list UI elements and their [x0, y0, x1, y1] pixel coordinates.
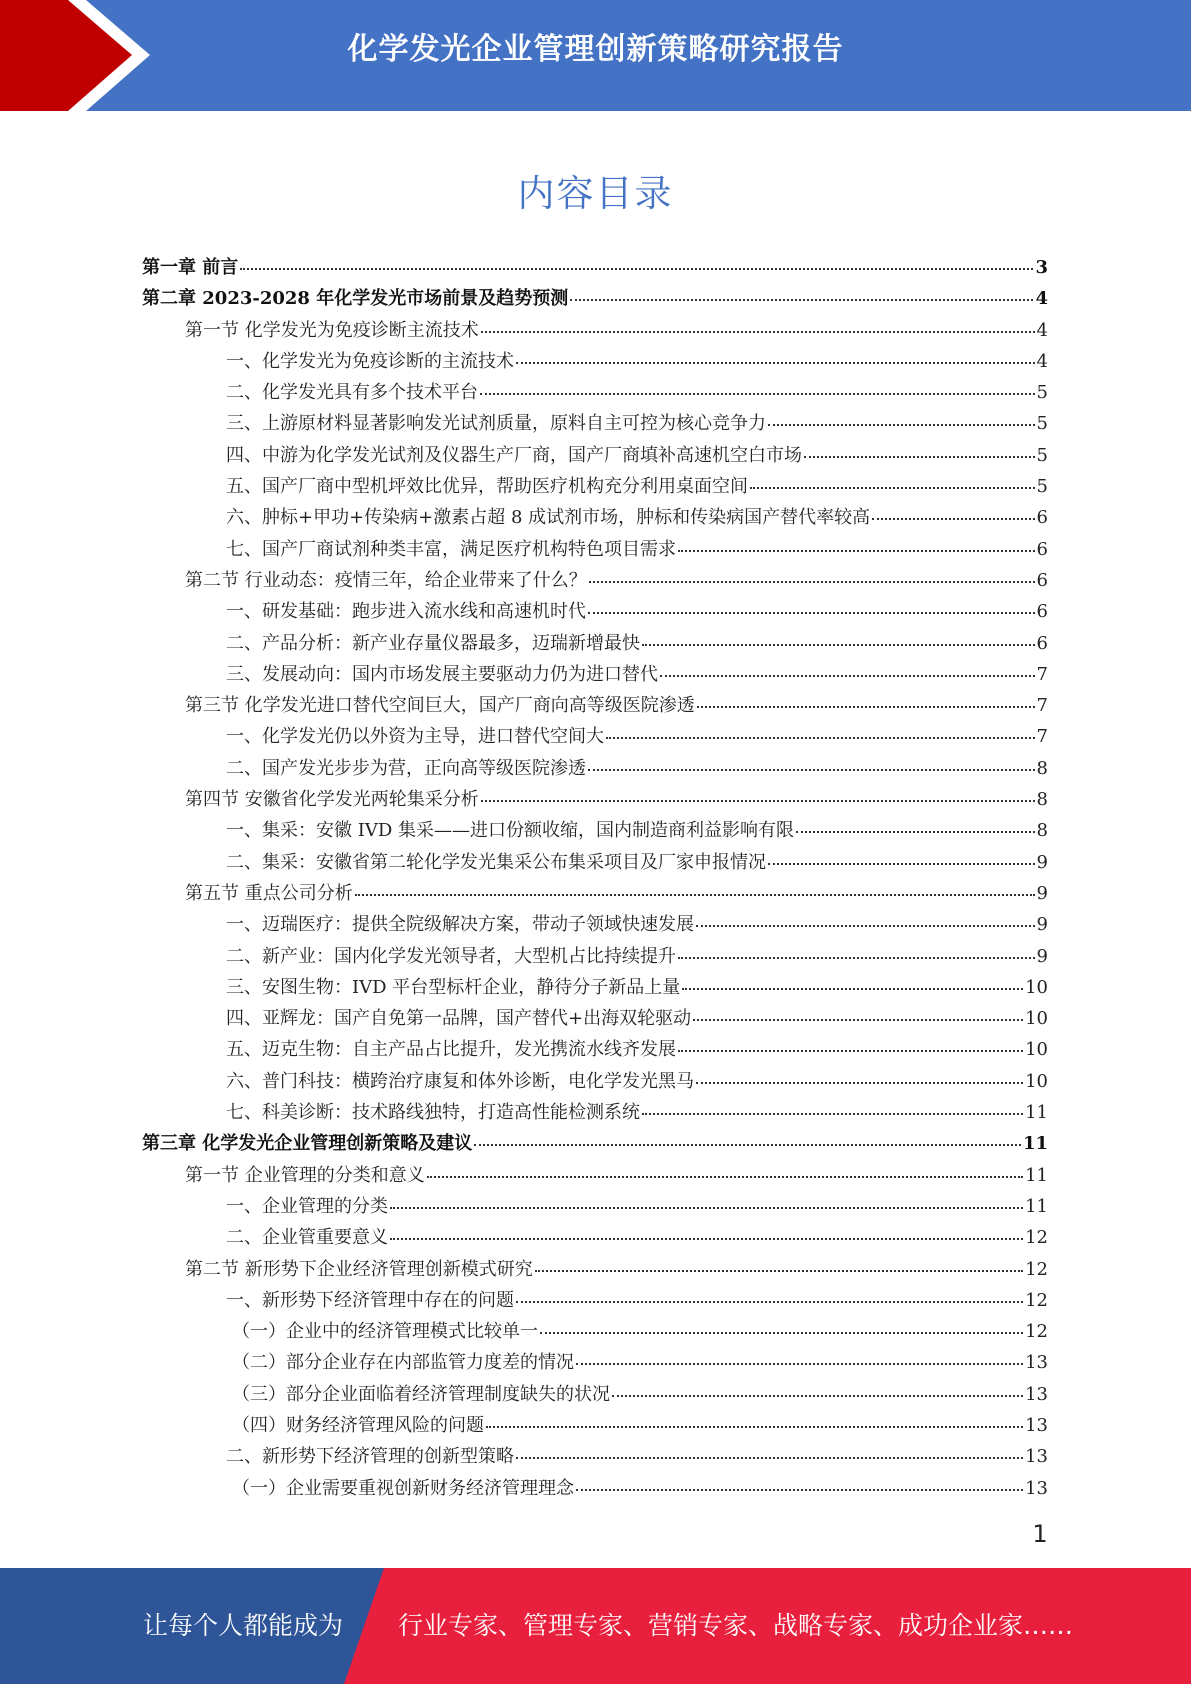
- toc-entry-title: 一、化学发光仍以外资为主导，进口替代空间大: [226, 726, 604, 748]
- toc-dot-leader: [696, 1082, 1023, 1084]
- toc-entry-title: 六、普门科技：横跨治疗康复和体外诊断，电化学发光黑马: [226, 1070, 694, 1092]
- toc-entry[interactable]: [142, 347, 1048, 378]
- toc-dot-leader: [796, 831, 1035, 833]
- toc-entry-page: 11: [1025, 1102, 1048, 1124]
- toc-entry[interactable]: [142, 316, 1048, 347]
- toc-dot-leader: [642, 1113, 1023, 1115]
- toc-dot-leader: [872, 518, 1034, 520]
- report-title: 化学发光企业管理创新策略研究报告: [347, 32, 844, 67]
- toc-entry-page: 10: [1025, 1039, 1048, 1061]
- toc-entry[interactable]: [142, 253, 1048, 284]
- toc-entry-title: （一）企业需要重视创新财务经济管理理念: [232, 1477, 574, 1499]
- toc-dot-leader: [678, 957, 1035, 959]
- toc-entry-title: 一、企业管理的分类: [226, 1195, 388, 1217]
- toc-entry-page: 5: [1036, 382, 1048, 404]
- toc-entry-page: 8: [1036, 820, 1048, 842]
- toc-entry[interactable]: [142, 629, 1048, 660]
- toc-dot-leader: [612, 1395, 1023, 1397]
- toc-entry-title: 第一节 化学发光为免疫诊断主流技术: [185, 319, 479, 341]
- toc-entry-page: 9: [1036, 882, 1048, 904]
- toc-entry[interactable]: [142, 691, 1048, 722]
- toc-entry[interactable]: [142, 1129, 1048, 1160]
- toc-dot-leader: [540, 1332, 1023, 1334]
- toc-entry-page: 11: [1022, 1133, 1048, 1155]
- toc-entry-page: 11: [1025, 1195, 1048, 1217]
- toc-dot-leader: [516, 1457, 1023, 1459]
- toc-dot-leader: [768, 424, 1035, 426]
- toc-entry-page: 10: [1025, 1070, 1048, 1092]
- toc-entry-title: 二、新形势下经济管理的创新型策略: [226, 1446, 514, 1468]
- toc-entry[interactable]: [142, 785, 1048, 816]
- toc-entry-title: 三、安图生物：IVD 平台型标杆企业，静待分子新品上量: [226, 976, 681, 998]
- toc-dot-leader: [697, 706, 1035, 708]
- toc-entry-page: 7: [1036, 663, 1048, 685]
- toc-entry-page: 3: [1035, 257, 1048, 278]
- toc-entry[interactable]: [142, 472, 1048, 503]
- toc-entry-title: 四、中游为化学发光试剂及仪器生产厂商，国产厂商填补高速机空白市场: [226, 444, 802, 466]
- toc-entry[interactable]: [142, 910, 1048, 941]
- toc-entry-title: 七、国产厂商试剂种类丰富，满足医疗机构特色项目需求: [226, 538, 676, 560]
- toc-entry[interactable]: [142, 754, 1048, 785]
- toc-entry-page: 12: [1025, 1321, 1048, 1343]
- toc-entry-title: 第一章 前言: [142, 257, 239, 278]
- toc-entry-page: 9: [1036, 914, 1048, 936]
- toc-entry-title: 三、上游原材料显著影响发光试剂质量，原料自主可控为核心竞争力: [226, 413, 766, 435]
- toc-dot-leader: [606, 737, 1035, 739]
- toc-entry-page: 12: [1025, 1258, 1048, 1280]
- toc-dot-leader: [588, 612, 1035, 614]
- toc-entry[interactable]: [142, 1098, 1048, 1129]
- toc-entry-page: 6: [1036, 632, 1048, 654]
- toc-entry[interactable]: [142, 1035, 1048, 1066]
- toc-entry-title: 七、科美诊断：技术路线独特，打造高性能检测系统: [226, 1102, 640, 1124]
- toc-entry-title: 一、新形势下经济管理中存在的问题: [226, 1289, 514, 1311]
- toc-dot-leader: [576, 1489, 1023, 1491]
- toc-entry-title: 一、化学发光为免疫诊断的主流技术: [226, 350, 514, 372]
- toc-entry-page: 10: [1025, 976, 1048, 998]
- toc-entry-page: 4: [1035, 288, 1048, 310]
- toc-dot-leader: [481, 800, 1035, 802]
- toc-entry-page: 5: [1036, 476, 1048, 498]
- toc-entry[interactable]: [142, 1286, 1048, 1317]
- toc-entry-page: 13: [1025, 1414, 1048, 1436]
- toc-dot-leader: [240, 268, 1033, 270]
- footer-slogan-left: 让每个人都能成为: [143, 1611, 344, 1640]
- toc-entry[interactable]: [142, 1192, 1048, 1223]
- toc-entry-title: 一、研发基础：跑步进入流水线和高速机时代: [226, 601, 586, 623]
- toc-entry-page: 13: [1025, 1477, 1048, 1499]
- toc-dot-leader: [481, 331, 1035, 333]
- toc-dot-leader: [682, 988, 1023, 990]
- toc-entry-title: 四、亚辉龙：国产自免第一品牌，国产替代+出海双轮驱动: [226, 1008, 692, 1030]
- toc-entry-title: （一）企业中的经济管理模式比较单一: [232, 1321, 538, 1343]
- toc-entry-page: 4: [1036, 350, 1048, 372]
- toc-heading: 内容目录: [517, 172, 674, 215]
- toc-entry-page: 9: [1036, 851, 1048, 873]
- toc-dot-leader: [535, 1270, 1023, 1272]
- toc-dot-leader: [588, 769, 1035, 771]
- toc-entry-title: 二、国产发光步步为营，正向高等级医院渗透: [226, 757, 586, 779]
- toc-entry-title: 一、集采：安徽 IVD 集采——进口份额收缩，国内制造商利益影响有限: [226, 820, 794, 842]
- toc-entry-title: （四）财务经济管理风险的问题: [232, 1414, 484, 1436]
- toc-entry-title: 第二节 新形势下企业经济管理创新模式研究: [185, 1258, 533, 1280]
- toc-entry[interactable]: [142, 1348, 1048, 1379]
- toc-entry-page: 13: [1025, 1383, 1048, 1405]
- toc-entry[interactable]: [142, 1411, 1048, 1442]
- toc-dot-leader: [678, 550, 1035, 552]
- toc-entry-title: 二、产品分析：新产业存量仪器最多，迈瑞新增最快: [226, 632, 640, 654]
- toc-entry-title: 五、国产厂商中型机坪效比优异，帮助医疗机构充分利用桌面空间: [226, 476, 748, 498]
- toc-dot-leader: [768, 863, 1035, 865]
- toc-entry-title: 二、新产业：国内化学发光领导者，大型机占比持续提升: [226, 945, 676, 967]
- toc-entry-title: 第一节 企业管理的分类和意义: [185, 1164, 425, 1186]
- toc-entry[interactable]: [142, 1317, 1048, 1348]
- toc-entry-title: 第五节 重点公司分析: [185, 882, 353, 904]
- toc-entry-page: 9: [1036, 945, 1048, 967]
- toc-dot-leader: [804, 456, 1035, 458]
- toc-dot-leader: [678, 1050, 1023, 1052]
- toc-dot-leader: [642, 644, 1035, 646]
- toc-dot-leader: [474, 1144, 1021, 1146]
- toc-entry-page: 12: [1025, 1289, 1048, 1311]
- toc-entry-page: 12: [1025, 1227, 1048, 1249]
- toc-dot-leader: [576, 1363, 1023, 1365]
- toc-entry[interactable]: [142, 1380, 1048, 1411]
- toc-dot-leader: [589, 581, 1035, 583]
- toc-entry-page: 11: [1025, 1164, 1048, 1186]
- toc-dot-leader: [480, 393, 1035, 395]
- toc-entry[interactable]: [142, 660, 1048, 691]
- toc-entry-title: 五、迈克生物：自主产品占比提升，发光携流水线齐发展: [226, 1039, 676, 1061]
- toc-dot-leader: [693, 1019, 1023, 1021]
- toc-entry-title: （三）部分企业面临着经济管理制度缺失的状况: [232, 1383, 610, 1405]
- toc-entry[interactable]: [142, 535, 1048, 566]
- toc-entry-page: 10: [1025, 1008, 1048, 1030]
- toc-dot-leader: [486, 1426, 1023, 1428]
- toc-entry[interactable]: [142, 1442, 1048, 1473]
- toc-entry-page: 6: [1036, 569, 1048, 591]
- toc-entry-title: 三、发展动向：国内市场发展主要驱动力仍为进口替代: [226, 663, 658, 685]
- toc-entry-title: 一、迈瑞医疗：提供全院级解决方案，带动子领域快速发展: [226, 914, 694, 936]
- toc-dot-leader: [516, 1301, 1023, 1303]
- toc-entry-title: 第三节 化学发光进口替代空间巨大，国产厂商向高等级医院渗透: [185, 695, 695, 717]
- toc-entry[interactable]: [142, 848, 1048, 879]
- toc-dot-leader: [390, 1207, 1023, 1209]
- toc-dot-leader: [750, 487, 1035, 489]
- toc-entry-page: 13: [1025, 1352, 1048, 1374]
- toc-entry[interactable]: [142, 284, 1048, 315]
- toc-entry[interactable]: [142, 1161, 1048, 1192]
- toc-dot-leader: [427, 1176, 1023, 1178]
- page-header: [0, 0, 1191, 111]
- toc-entry[interactable]: [142, 566, 1048, 597]
- toc-entry-page: 8: [1036, 789, 1048, 811]
- toc-entry-title: 第二章 2023-2028 年化学发光市场前景及趋势预测: [142, 288, 569, 310]
- toc-entry[interactable]: [142, 441, 1048, 472]
- toc-entry-page: 5: [1036, 444, 1048, 466]
- toc-entry-title: 二、化学发光具有多个技术平台: [226, 382, 478, 404]
- toc-entry[interactable]: [142, 409, 1048, 440]
- toc-entry-page: 7: [1036, 726, 1048, 748]
- toc-entry-page: 8: [1036, 757, 1048, 779]
- toc-dot-leader: [570, 299, 1033, 301]
- toc-entry[interactable]: [142, 378, 1048, 409]
- toc-entry[interactable]: [142, 503, 1048, 534]
- toc-entry-title: 第三章 化学发光企业管理创新策略及建议: [142, 1133, 473, 1155]
- toc-entry-page: 13: [1025, 1446, 1048, 1468]
- toc-entry[interactable]: [142, 879, 1048, 910]
- toc-dot-leader: [355, 894, 1035, 896]
- toc-entry-title: 二、集采：安徽省第二轮化学发光集采公布集采项目及厂家申报情况: [226, 851, 766, 873]
- toc-entry-page: 6: [1036, 601, 1048, 623]
- toc-entry[interactable]: [142, 1223, 1048, 1254]
- toc-entry[interactable]: [142, 1474, 1048, 1505]
- toc-entry[interactable]: [142, 722, 1048, 753]
- toc-dot-leader: [696, 925, 1035, 927]
- toc-dot-leader: [390, 1238, 1023, 1240]
- toc-entry[interactable]: [142, 973, 1048, 1004]
- toc-entry-title: 二、企业管重要意义: [226, 1227, 388, 1249]
- toc-dot-leader: [660, 675, 1035, 677]
- toc-entry-page: 5: [1036, 413, 1048, 435]
- toc-entry[interactable]: [142, 1004, 1048, 1035]
- toc-entry[interactable]: [142, 1067, 1048, 1098]
- toc-entry[interactable]: [142, 816, 1048, 847]
- toc-entry-page: 4: [1036, 319, 1048, 341]
- toc-entry-title: 六、肿标+甲功+传染病+激素占超 8 成试剂市场，肿标和传染病国产替代率较高: [226, 507, 871, 529]
- toc-entry-page: 6: [1036, 507, 1048, 529]
- toc-entry-title: （二）部分企业存在内部监管力度差的情况: [232, 1352, 574, 1374]
- toc-entry[interactable]: [142, 942, 1048, 973]
- toc-entry-page: 6: [1036, 538, 1048, 560]
- page-number: 1: [1032, 1520, 1048, 1548]
- page-footer: [0, 1568, 1191, 1684]
- toc-entry[interactable]: [142, 597, 1048, 628]
- toc-entry[interactable]: [142, 1255, 1048, 1286]
- toc-entry-title: 第二节 行业动态：疫情三年，给企业带来了什么？: [185, 569, 587, 591]
- toc-entry-page: 7: [1036, 695, 1048, 717]
- footer-slogan-right: 行业专家、管理专家、营销专家、战略专家、成功企业家……: [398, 1611, 1074, 1640]
- toc-entry-title: 第四节 安徽省化学发光两轮集采分析: [185, 789, 479, 811]
- table-of-contents: [142, 253, 1048, 1505]
- toc-dot-leader: [516, 362, 1035, 364]
